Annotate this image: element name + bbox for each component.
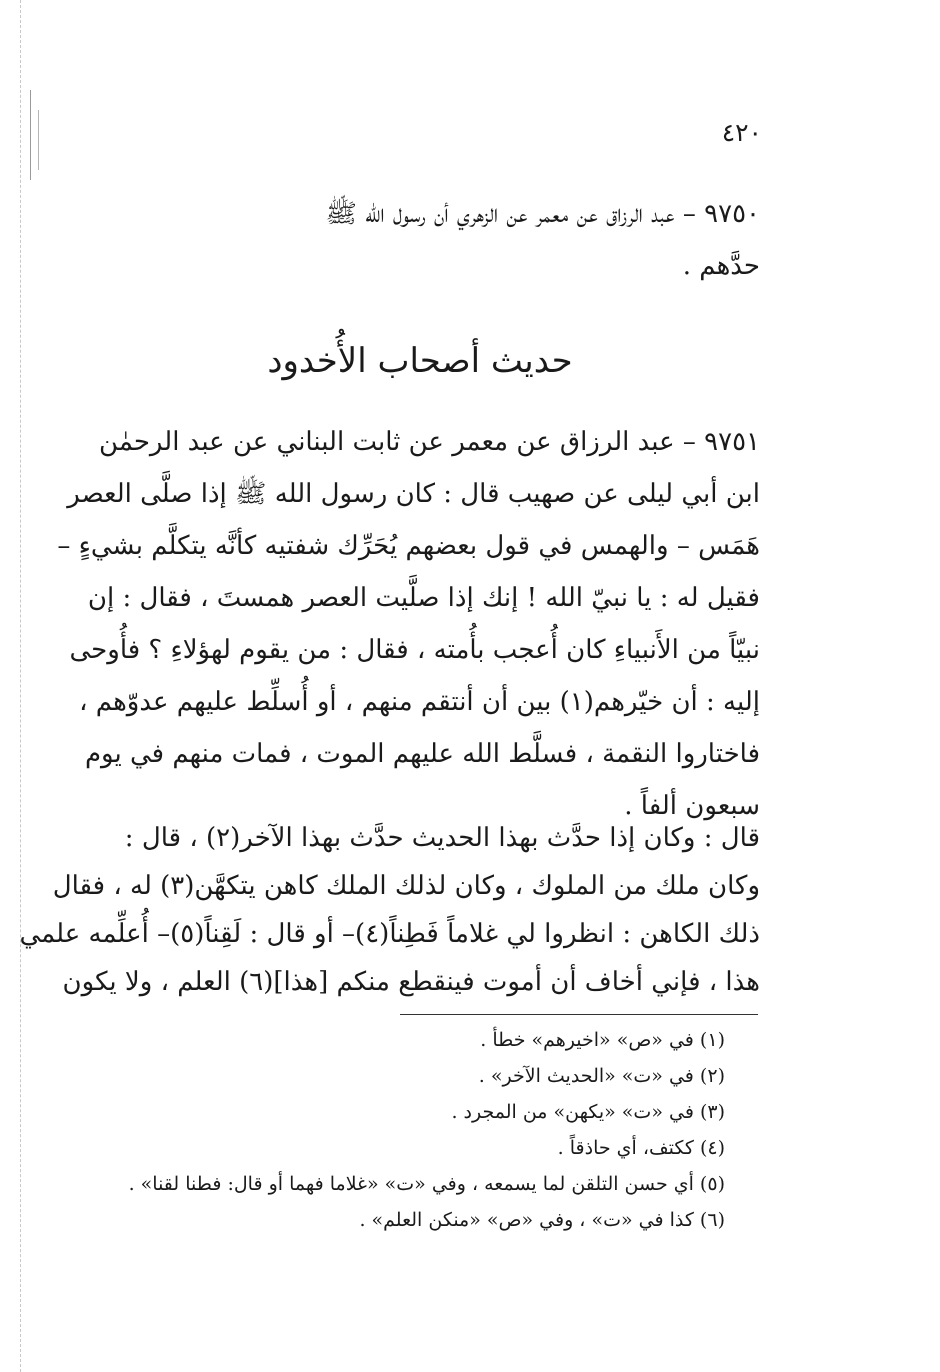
- text-line: قال : وكان إذا حدَّث بهذا الحديث حدَّث بهذا الآخر(٢) ، قال :: [124, 823, 760, 853]
- text-line: ٩٧٥١ – عبد الرزاق عن معمر عن ثابت البناني عن عبد الرحمٰن: [99, 427, 760, 457]
- text-line: فقيل له : يا نبيّ الله ! إنك إذا صلَّيت العصر همستَ ، فقال : إن: [87, 583, 760, 613]
- text-line: هَمَس – والهمس في قول بعضهم يُحَرِّك شفتيه كأنَّه يتكلَّم بشيءٍ –: [57, 531, 760, 561]
- text-line: ابن أبي ليلى عن صهيب قال : كان رسول الله ﷺ إذا صلَّى العصر: [67, 479, 760, 509]
- scan-margin-mark: [30, 90, 31, 180]
- page-number: ٤٢٠: [721, 118, 762, 147]
- footnote-divider: [400, 1014, 758, 1015]
- hadith-9751: [57, 416, 760, 832]
- text-line: سبعون ألفاً .: [624, 791, 760, 821]
- footnote: (٢) في «ت» «الحديث الآخر» .: [478, 1065, 725, 1087]
- footnote: (١) في «ص» «اخيرهم» خطأ .: [480, 1029, 725, 1051]
- footnote: (٥) أي حسن التلقن لما يسمعه ، وفي «ت» «غلاما فهما أو قال: فطنا لقنا» .: [128, 1173, 725, 1195]
- text-line: وكان ملك من الملوك ، وكان لذلك الملك كاهن يتكهَّن(٣) له ، فقال: [52, 871, 760, 901]
- section-heading: حديث أصحاب الأُخدود: [267, 341, 573, 381]
- scan-margin-mark-2: [38, 110, 39, 170]
- text-line: نبيّاً من الأَنبياءِ كان أُعجب بأُمته ، فقال : من يقوم لهؤلاءِ ؟ فأُوحى: [69, 635, 760, 665]
- text-line: هذا ، فإني أخاف أن أموت فينقطع منكم [هذا](٦) العلم ، ولا يكون: [62, 967, 760, 997]
- text-line: فاختاروا النقمة ، فسلَّط الله عليهم الموت ، فمات منهم في يوم: [84, 739, 760, 769]
- footnotes: [105, 1022, 725, 1238]
- paragraph-kahin: [19, 814, 760, 1006]
- scan-margin-line: [20, 0, 21, 1372]
- footnote: (٦) كذا في «ت» ، وفي «ص» «منكن العلم» .: [359, 1209, 725, 1231]
- text-line: ٩٧٥٠ – عبد الرزاق عن معمر عن الزهري أن رسول الله ﷺ: [325, 199, 760, 229]
- footnote: (٤) ككتف، أي حاذقاً .: [557, 1137, 725, 1159]
- text-line: ذلك الكاهن : انظروا لي غلاماً فَطِناً(٤)– أو قال : لَقِناً(٥)– أُعلِّمه علمي: [19, 919, 760, 949]
- footnote: (٣) في «ت» «يكهن» من المجرد .: [451, 1101, 725, 1123]
- text-line: إليه : أن خيّرهم(١) بين أن أنتقم منهم ، أو أُسلِّط عليهم عدوّهم ،: [79, 687, 760, 717]
- text-line: حدَّهم .: [682, 251, 760, 281]
- hadith-9750: [80, 188, 760, 292]
